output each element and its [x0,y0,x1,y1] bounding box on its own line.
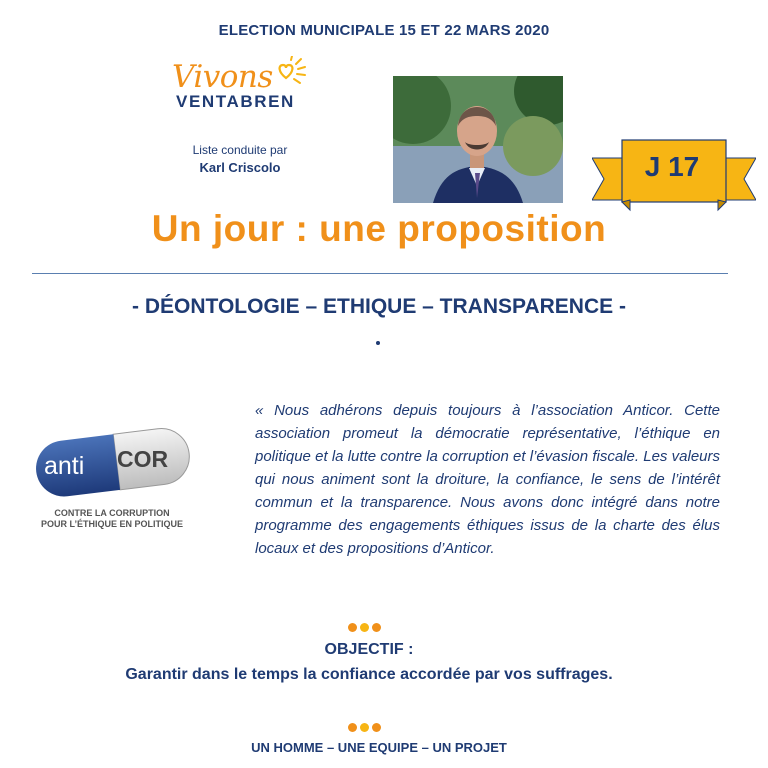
logo-vivons-text: Vivons [172,59,273,95]
bullet-dot [376,341,380,345]
list-leader-name: Karl Criscolo [199,160,281,175]
quote-paragraph: « Nous adhérons depuis toujours à l’association Anticor. Cette association promeut la démocratie représentative, l’éthique en politique et la lutte contre la corruption et l’évasion fiscale. Les valeurs qui nous animent sont la droiture, la confiance, le sens de l’intérêt commun et la transparence. Nous avons donc intégré dans notre programme des engagements éthiques issus de la charte des élus locaux et des propositions d’Anticor. [255,402,720,557]
objective-title: OBJECTIF : [324,641,414,658]
logo-ventabren-text: VENTABREN [176,92,295,111]
anticor-anti-text: anti [44,452,85,480]
anticor-caption-line1: CONTRE LA CORRUPTION [54,508,170,518]
day-counter-label: J 17 [644,151,700,182]
heart-sun-icon [272,56,316,90]
list-caption: Liste conduite par [192,143,288,157]
objective-text: Garantir dans le temps la confiance accordée par vos suffrages. [125,666,613,683]
footer-slogan: UN HOMME – UNE EQUIPE – UN PROJET [251,740,507,755]
anticor-caption [26,508,198,530]
anticor-caption-line2: POUR L’ÉTHIQUE EN POLITIQUE [40,518,183,529]
divider-line [32,273,728,274]
dots-separator [348,619,384,629]
main-title: Un jour : une proposition [151,208,607,249]
candidate-photo [393,76,563,203]
election-header: ELECTION MUNICIPALE 15 ET 22 MARS 2020 [218,22,550,39]
anticor-cor-text: COR [117,446,169,472]
vivons-ventabren-logo [172,59,322,112]
theme-subtitle: - DÉONTOLOGIE – ETHIQUE – TRANSPARENCE - [132,295,626,318]
dots-separator [348,719,384,729]
